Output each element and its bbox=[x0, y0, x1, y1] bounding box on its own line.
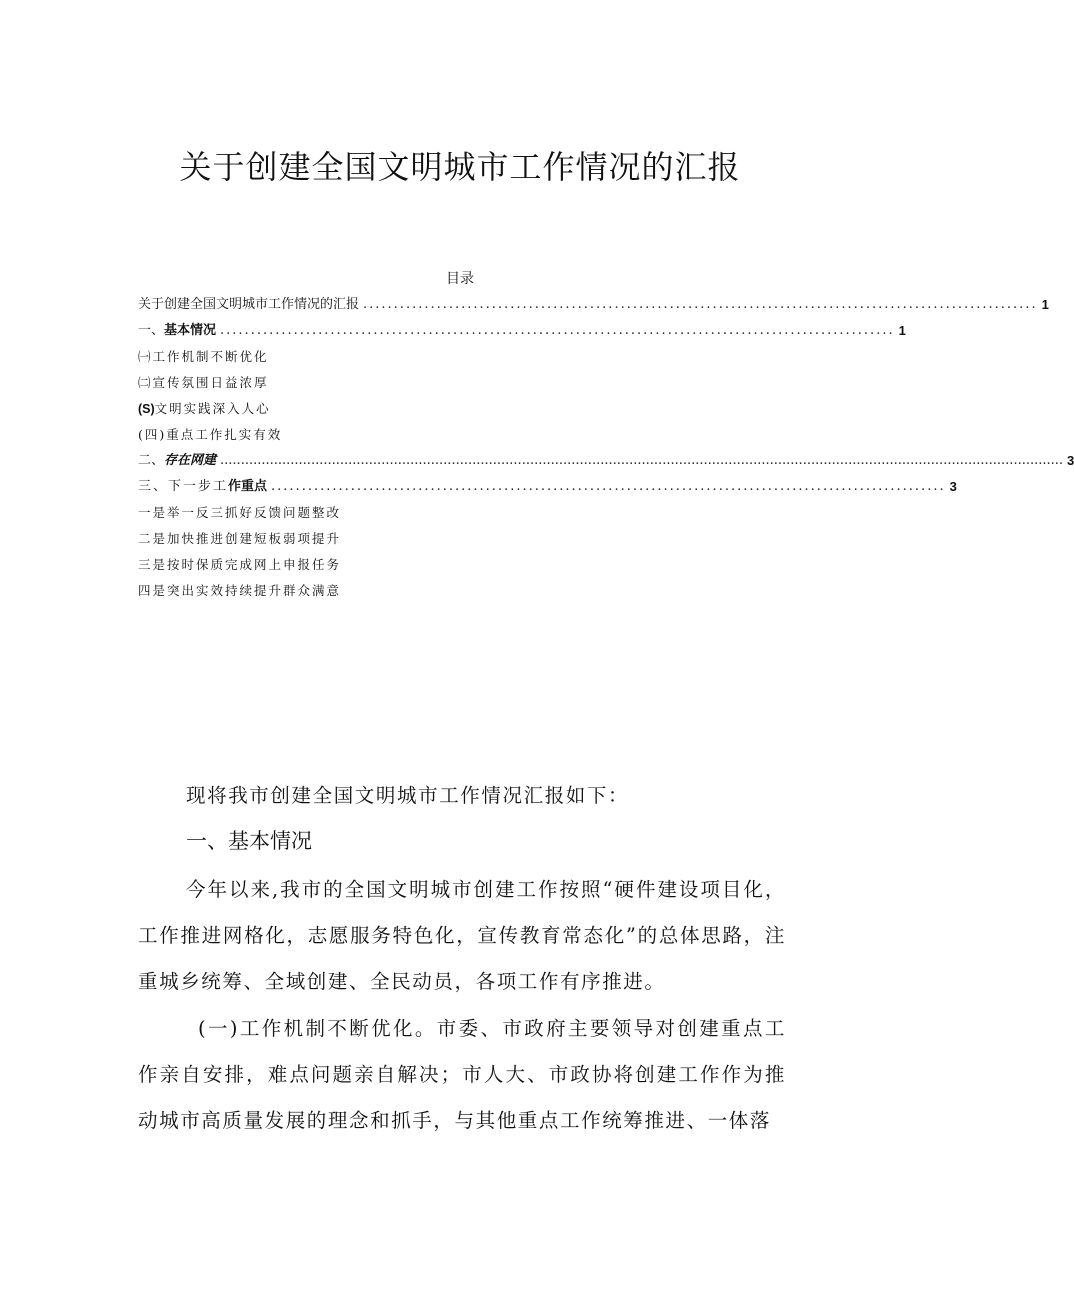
toc-entry-label: ㈡宣传氛围日益浓厚 bbox=[138, 375, 269, 390]
toc-entry-text: 文明实践深入人心 bbox=[154, 401, 271, 416]
toc-entry[interactable] bbox=[138, 448, 1074, 474]
toc-entry-prefix: 二、 bbox=[138, 453, 165, 468]
toc-page-number: 1 bbox=[898, 323, 906, 338]
toc-entry[interactable] bbox=[138, 422, 778, 448]
toc-entry-bold-text: 基本情况 bbox=[164, 323, 217, 338]
toc-heading: 目录 bbox=[446, 271, 474, 287]
toc-entry-label bbox=[138, 318, 216, 344]
toc-entry-label bbox=[138, 448, 216, 474]
toc-page-number: 3 bbox=[949, 479, 957, 494]
toc-entry[interactable] bbox=[138, 552, 778, 578]
toc-page-number: 3 bbox=[1067, 453, 1074, 468]
toc-entry[interactable] bbox=[138, 526, 778, 552]
toc-entry[interactable] bbox=[138, 370, 778, 396]
toc-entry-label: 三是按时保质完成网上申报任务 bbox=[138, 557, 342, 572]
toc-leader: .............................................................................................................. bbox=[271, 479, 946, 494]
body-paragraph: (一)工作机制不断优化。市委、市政府主要领导对创建重点工作亲自安排，难点问题亲自解决；市人大、市政协将创建工作作为推动城市高质量发展的理念和抓手，与其他重点工作统筹推进、一体落 bbox=[138, 1017, 786, 1132]
table-of-contents bbox=[138, 292, 1074, 604]
toc-entry-number: (S) bbox=[138, 402, 155, 416]
toc-entry[interactable] bbox=[138, 292, 1049, 318]
toc-leader: ............................................................................................................................................................................................................ bbox=[220, 453, 1064, 468]
toc-entry[interactable] bbox=[138, 318, 906, 344]
toc-leader: .............................................................................................................. bbox=[220, 323, 895, 338]
toc-entry[interactable] bbox=[138, 344, 778, 370]
toc-entry-label: (四)重点工作扎实有效 bbox=[138, 427, 283, 442]
toc-entry[interactable] bbox=[138, 578, 778, 604]
toc-entry-label: 关于创建全国文明城市工作情况的汇报 bbox=[138, 297, 360, 312]
section-heading: 一、基本情况 bbox=[186, 829, 312, 853]
toc-entry-italic-text: 存在网建 bbox=[164, 453, 217, 468]
toc-leader: .............................................................................................................. bbox=[363, 297, 1038, 312]
body-paragraph: 今年以来,我市的全国文明城市创建工作按照“硬件建设项目化，工作推进网格化，志愿服务特色化，宣传教育常态化”的总体思路，注重城乡统筹、全域创建、全民动员，各项工作有序推进。 bbox=[138, 878, 786, 993]
toc-entry-label: ㈠工作机制不断优化 bbox=[138, 349, 269, 364]
toc-page-number: 1 bbox=[1041, 297, 1049, 312]
intro-paragraph: 现将我市创建全国文明城市工作情况汇报如下： bbox=[186, 784, 630, 807]
toc-entry[interactable] bbox=[138, 500, 778, 526]
toc-entry-bold-text: 作重点 bbox=[228, 479, 268, 494]
toc-entry-label: 二是加快推进创建短板弱项提升 bbox=[138, 531, 342, 546]
toc-entry[interactable] bbox=[138, 396, 778, 422]
toc-entry-label: 四是突出实效持续提升群众满意 bbox=[138, 583, 342, 598]
toc-entry-prefix: 一、 bbox=[138, 323, 165, 338]
toc-entry-label bbox=[138, 396, 271, 422]
toc-entry-label bbox=[138, 474, 267, 500]
document-title: 关于创建全国文明城市工作情况的汇报 bbox=[179, 148, 741, 186]
toc-entry[interactable] bbox=[138, 474, 957, 500]
toc-entry-label: 一是举一反三抓好反馈问题整改 bbox=[138, 505, 342, 520]
toc-entry-prefix: 三、下一步工 bbox=[138, 479, 229, 494]
